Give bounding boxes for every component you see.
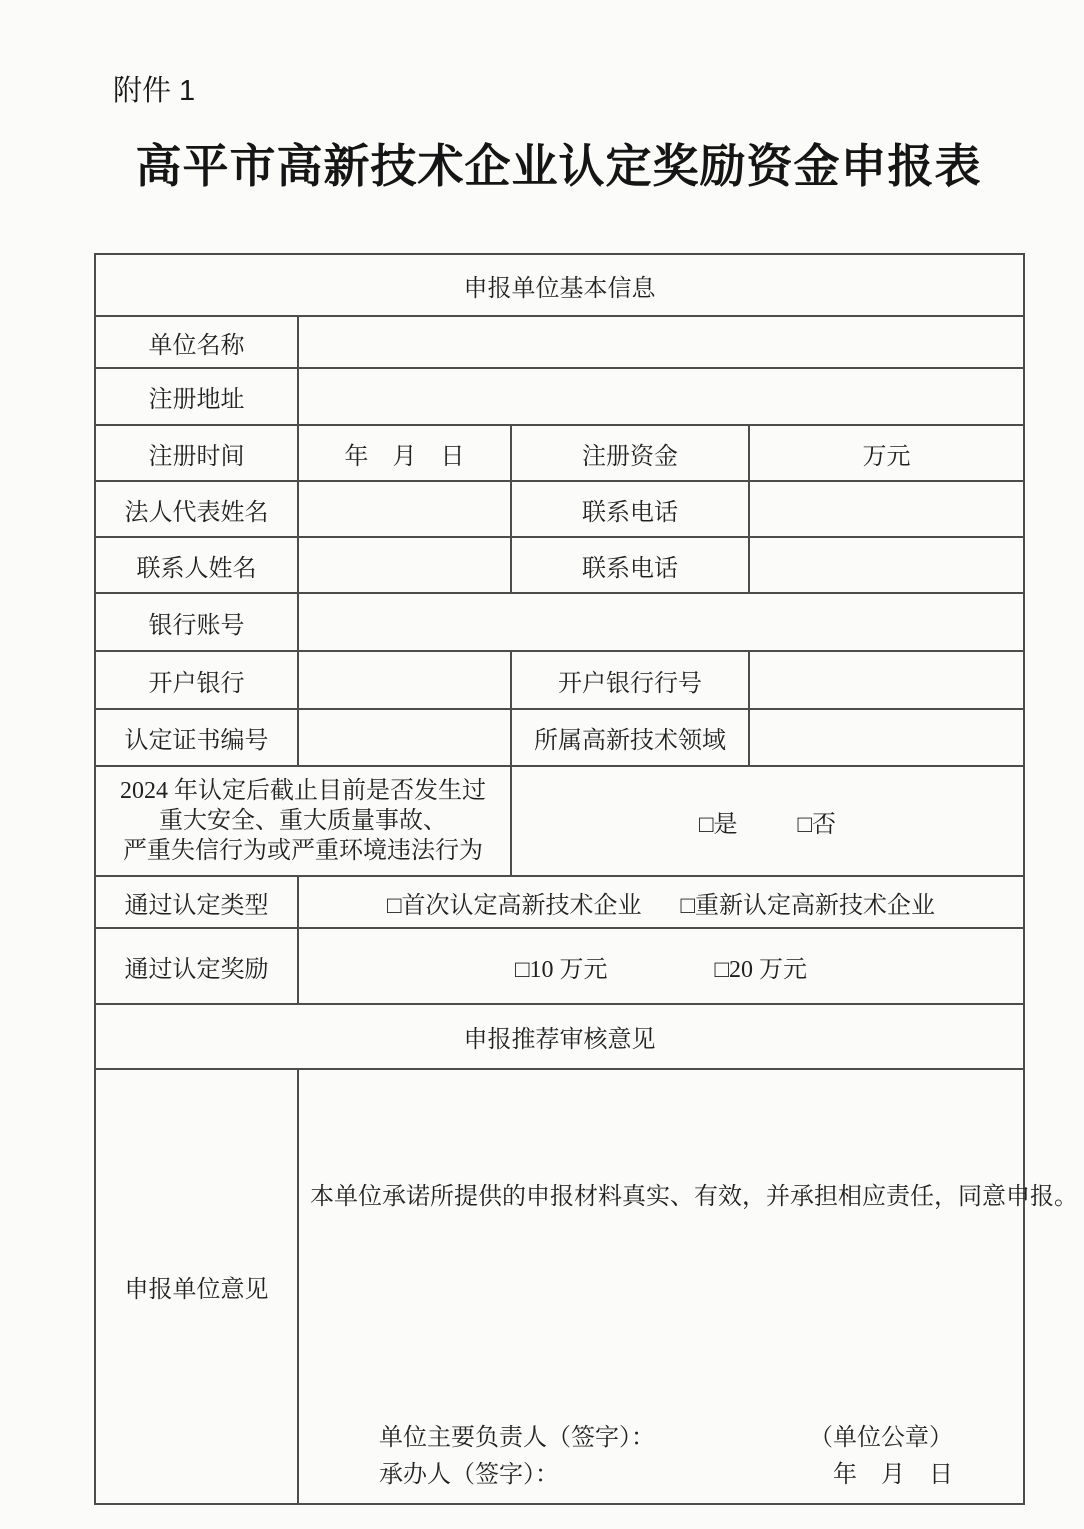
reg-capital-label: 注册资金 [511, 425, 749, 481]
incident-answer-cell [511, 766, 1024, 876]
recognition-type-renew-checkbox: □重新认定高新技术企业 [680, 892, 935, 919]
contact-person-label: 联系人姓名 [95, 537, 298, 593]
signature-block [379, 1420, 953, 1494]
recognition-type-label: 通过认定类型 [95, 876, 298, 928]
tech-field-label: 所属高新技术领域 [511, 709, 749, 766]
incident-question-line2: 重大安全、重大质量事故、 [159, 808, 447, 834]
reg-address-value-cell [298, 368, 1024, 425]
contact-person-value-cell [298, 537, 511, 593]
form-title: 高平市高新技术企业认定奖励资金申报表 [135, 141, 982, 192]
application-form-table [94, 253, 1078, 1505]
reward-10-checkbox: □10 万元 [515, 956, 608, 983]
unit-name-value-cell [298, 316, 1024, 368]
reward-label: 通过认定奖励 [95, 928, 298, 1004]
incident-no-checkbox: □否 [797, 811, 836, 838]
incident-question-line1: 2024 年认定后截止目前是否发生过 [120, 778, 486, 804]
incident-yes-checkbox: □是 [699, 811, 738, 838]
recognition-type-options-cell [298, 876, 1024, 928]
incident-question-label [95, 766, 511, 876]
bank-name-value-cell [298, 651, 511, 709]
unit-opinion-label: 申报单位意见 [95, 1069, 298, 1504]
reg-capital-unit-cell: 万元 [749, 425, 1024, 481]
reward-options-cell [298, 928, 1024, 1004]
unit-opinion-content-cell [298, 1069, 1078, 1504]
handler-signature-label: 承办人（签字）： [379, 1462, 559, 1488]
reg-time-label: 注册时间 [95, 425, 298, 481]
signature-date-label: 年 月 日 [833, 1462, 953, 1488]
review-section-header: 申报推荐审核意见 [95, 1004, 1024, 1069]
incident-question-line3: 严重失信行为或严重环境违法行为 [123, 838, 483, 864]
cert-no-value-cell [298, 709, 511, 766]
cert-no-label: 认定证书编号 [95, 709, 298, 766]
unit-seal-label: （单位公章） [809, 1425, 953, 1451]
bank-branch-no-value-cell [749, 651, 1024, 709]
unit-name-label: 单位名称 [95, 316, 298, 368]
legal-rep-phone-value-cell [749, 481, 1024, 537]
reward-20-checkbox: □20 万元 [714, 956, 807, 983]
legal-rep-phone-label: 联系电话 [511, 481, 749, 537]
bank-name-label: 开户银行 [95, 651, 298, 709]
bank-branch-no-label: 开户银行行号 [511, 651, 749, 709]
contact-person-phone-label: 联系电话 [511, 537, 749, 593]
principal-signature-label: 单位主要负责人（签字）： [379, 1425, 655, 1451]
basic-info-section-header: 申报单位基本信息 [95, 254, 1024, 316]
recognition-type-first-checkbox: □首次认定高新技术企业 [387, 892, 642, 919]
reg-address-label: 注册地址 [95, 368, 298, 425]
tech-field-value-cell [749, 709, 1024, 766]
commitment-statement: 本单位承诺所提供的申报材料真实、有效，并承担相应责任，同意申报。 [310, 1184, 1078, 1210]
bank-account-value-cell [298, 593, 1024, 651]
legal-rep-label: 法人代表姓名 [95, 481, 298, 537]
reg-time-value-cell: 年 月 日 [298, 425, 511, 481]
contact-person-phone-value-cell [749, 537, 1024, 593]
bank-account-label: 银行账号 [95, 593, 298, 651]
attachment-number: 附件 1 [113, 75, 196, 107]
legal-rep-value-cell [298, 481, 511, 537]
